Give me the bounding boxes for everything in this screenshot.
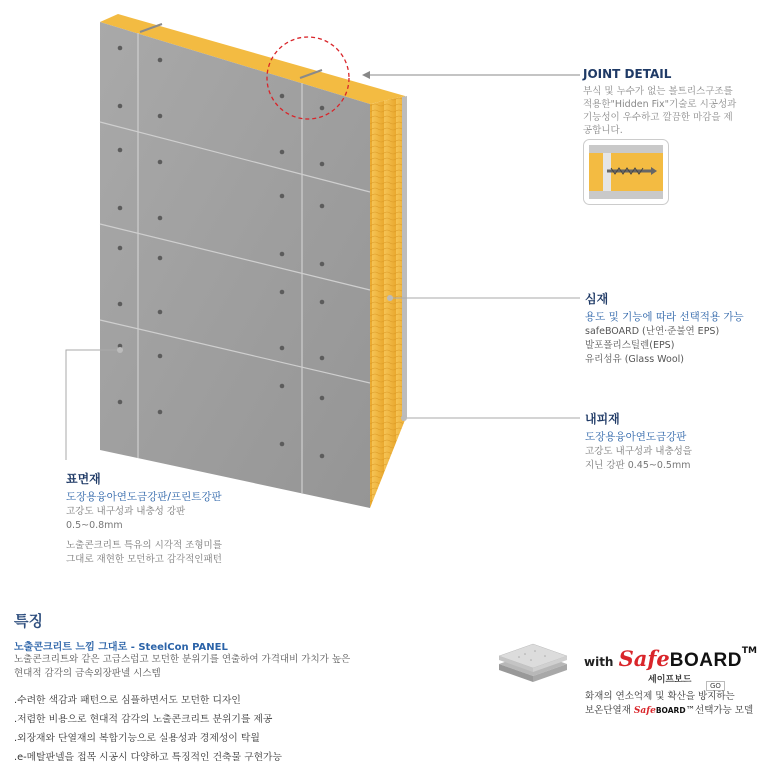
safeboard-desc-line1: 화재의 연소억제 및 확산을 방지하는 [585,691,735,702]
features-desc-line: 노출콘크리트와 같은 고급스럽고 모던한 분위기를 연출하여 가격대비 가치가 높은 [14,654,351,665]
surface-line: 0.5~0.8mm [66,520,123,531]
inner-subtitle: 도장용융아연도금강판 [585,431,687,443]
features-desc-line: 현대적 감각의 금속외장판넬 시스템 [14,668,161,679]
joint-line: 부식 및 누수가 없는 볼트리스구조를 [583,86,733,97]
feature-bullet: .e-메탈판넬을 접목 시공시 다양하고 특징적인 건축물 구현가능 [14,752,282,763]
joint-detail-block [583,67,743,137]
surface-line: 그대로 재현한 모던하고 감각적인패턴 [66,554,222,565]
core-line: safeBOARD (난연·준불연 EPS) [585,326,720,337]
features-title: 특징 [14,612,43,630]
core-subtitle: 용도 및 기능에 따라 선택적용 가능 [585,311,744,323]
inner-title: 내피재 [585,412,620,426]
surface-title: 표면재 [66,472,101,486]
surface-block [66,470,222,567]
feature-bullet: .외장재와 단열재의 복합기능으로 실용성과 경제성이 탁월 [14,733,260,744]
safeboard-board-text: BOARD [669,650,742,671]
safeboard-safe-text: Safe [618,646,670,671]
safeboard-inline-safe: Safe [633,706,656,716]
feature-bullet: .저렴한 비용으로 현대적 감각의 노출콘크리트 분위기를 제공 [14,714,273,725]
features-section [14,610,484,767]
safeboard-kor-name: 세이프보드 [648,675,692,685]
core-side [370,96,405,508]
joint-line: 기능성이 우수하고 깔끔한 마감을 제 [583,112,733,123]
joint-detail-image [583,139,669,205]
inner-skin-edge [402,96,407,421]
go-label: GO [706,681,725,691]
surface-subtitle: 도장용융아연도금강판/프린트강판 [66,491,222,503]
safeboard-inline-board: BOARD [655,706,686,715]
safeboard-desc-line2b: ™선택가능 모델 [685,705,754,716]
core-block [585,290,744,367]
inner-line: 고강도 내구성과 내충성을 [585,446,692,457]
surface-line: 노출콘크리트 특유의 시각적 조형미를 [66,540,222,551]
safeboard-tm: TM [741,646,757,656]
panel-front-face [100,22,370,508]
core-line: 유리섬유 (Glass Wool) [585,354,684,365]
core-title: 심재 [585,292,609,306]
joint-detail-title: JOINT DETAIL [583,67,672,81]
features-subtitle: 노출콘크리트 느낌 그대로 - SteelCon PANEL [14,642,228,653]
safeboard-product-image [495,636,571,686]
inner-line: 지닌 강판 0.45~0.5mm [585,460,691,471]
feature-bullet: .수려한 색감과 패턴으로 심플하면서도 모던한 디자인 [14,695,241,706]
safeboard-logo [584,646,757,672]
safeboard-desc [585,690,753,718]
safeboard-desc-line2a: 보온단열재 [585,705,634,716]
surface-line: 고강도 내구성과 내충성 강판 [66,506,186,517]
safeboard-with: with [584,655,614,669]
inner-block [585,410,692,473]
joint-line: 공합니다. [583,125,623,136]
core-line: 발포폴리스틸렌(EPS) [585,340,675,351]
joint-line: 적용한"Hidden Fix"기술로 시공성과 [583,99,737,110]
